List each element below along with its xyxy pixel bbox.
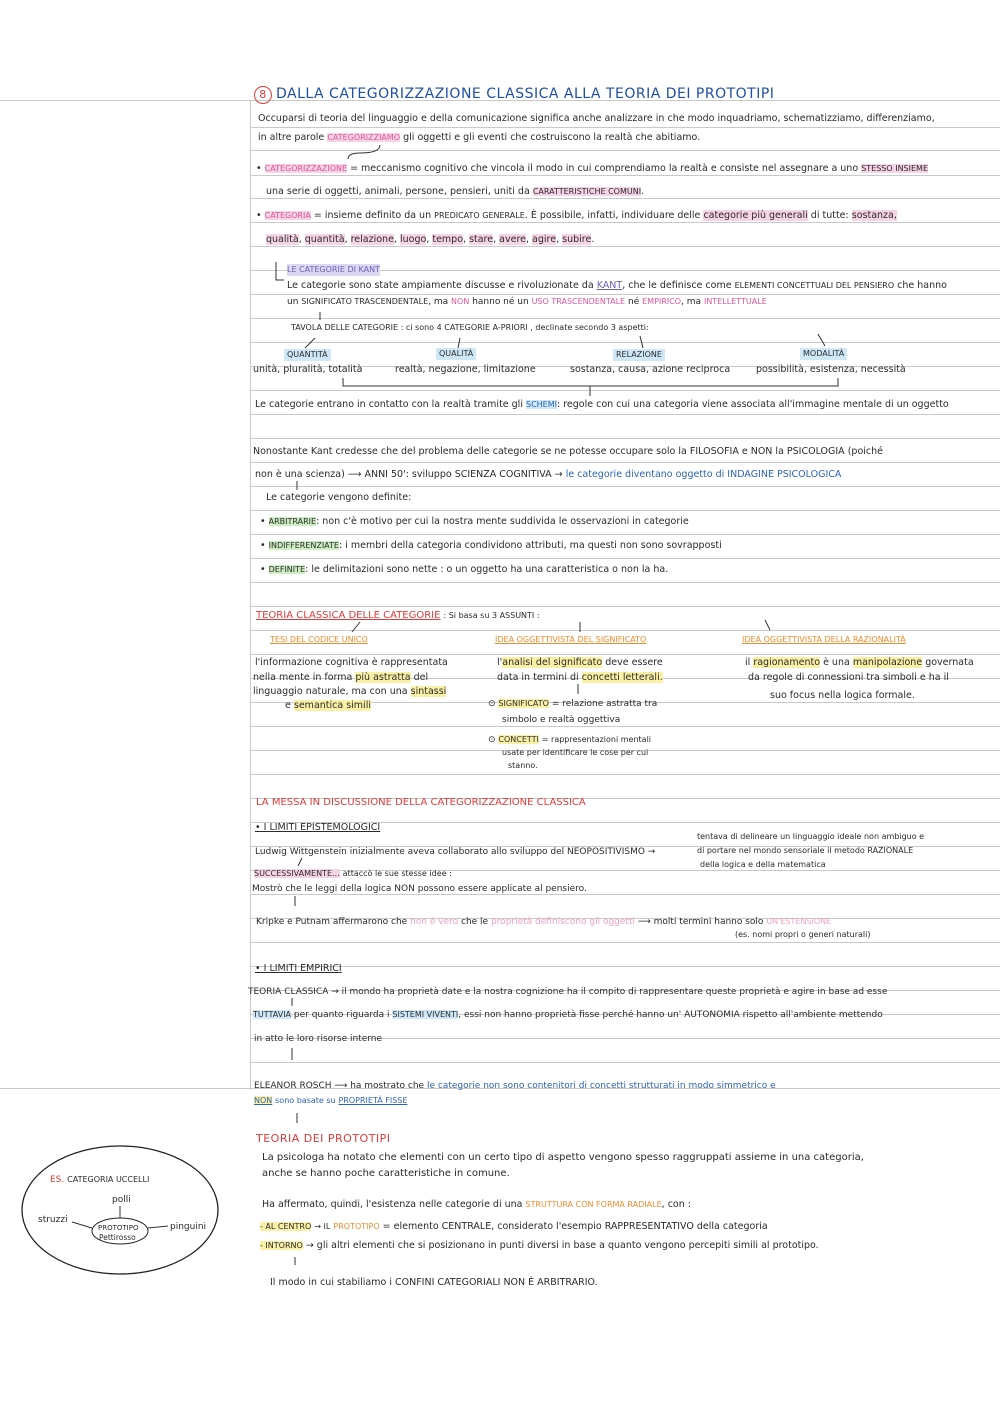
wittgenstein-side-2: di portare nel mondo sensoriale il metodo RAZIONALE bbox=[697, 846, 914, 855]
assunto-3-l2: da regole di connessioni tra simboli e ha il bbox=[748, 672, 949, 683]
empirici-3: in atto le loro risorse interne bbox=[254, 1034, 383, 1044]
wittgenstein-1: Ludwig Wittgenstein inizialmente aveva collaborato allo sviluppo del NEOPOSITIVISMO → bbox=[255, 847, 656, 857]
prototipi-heading: TEORIA DEI PROTOTIPI bbox=[256, 1132, 391, 1145]
kripke-line: Kripke e Putnam affermarono che non è vero che le proprietà definiscono gli oggetti ⟶ molti termini hanno solo UN'ESTENSIONE bbox=[256, 917, 832, 927]
psico-line-3: Le categorie vengono definite: bbox=[266, 492, 412, 503]
kant-heading: LE CATEGORIE DI KANT bbox=[287, 265, 380, 274]
example-pettirosso: Pettirosso bbox=[99, 1233, 136, 1242]
example-label: ES. CATEGORIA UCCELLI bbox=[50, 1175, 150, 1185]
assunto-1-l1: l'informazione cognitiva è rappresentata bbox=[255, 657, 448, 668]
concetti-def: ⊙ CONCETTI = rappresentazioni mentali bbox=[488, 735, 652, 745]
prototipi-centro: - AL CENTRO → IL PROTOTIPO = elemento CENTRALE, considerato l'esempio RAPPRESENTATIVO della categoria bbox=[260, 1221, 768, 1232]
aspect-qualita-items: realtà, negazione, limitazione bbox=[395, 364, 536, 375]
prop-indifferenziate: • INDIFFERENZIATE: i membri della categoria condividono attributi, ma questi non sono sovrapposti bbox=[260, 540, 722, 551]
rosch-line-1: ELEANOR ROSCH ⟶ ha mostrato che le categorie non sono contenitori di concetti strutturati in modo simmetrico e bbox=[254, 1081, 776, 1091]
intro-line-1: Occuparsi di teoria del linguaggio e della comunicazione significa anche analizzare in che modo inquadriamo, schematizziamo, differenziamo, bbox=[258, 113, 935, 124]
wittgenstein-side-1: tentava di delineare un linguaggio ideale non ambiguo e bbox=[697, 832, 925, 841]
categorizziamo-term: CATEGORIZZIAMO bbox=[327, 133, 401, 142]
assunto-2-title: IDEA OGGETTIVISTA DEL SIGNIFICATO bbox=[495, 635, 647, 644]
psico-line-1: Nonostante Kant credesse che del problema delle categorie se ne potesse occupare solo la FILOSOFIA e NON la PSICOLOGIA (poiché bbox=[253, 446, 883, 457]
assunto-2-l2: data in termini di concetti letterali. bbox=[497, 672, 663, 683]
prototipi-p1: La psicologa ha notato che elementi con un certo tipo di aspetto vengono spesso raggruppati assieme in una categoria, bbox=[262, 1152, 864, 1163]
tavola-categorie: TAVOLA DELLE CATEGORIE : ci sono 4 CATEGORIE A-PRIORI , declinate secondo 3 aspetti: bbox=[291, 323, 649, 332]
assunto-1-title: TESI DEL CODICE UNICO bbox=[270, 635, 368, 644]
prototipi-p3: Ha affermato, quindi, l'esistenza nelle categorie di una STRUTTURA CON FORMA RADIALE, con : bbox=[262, 1199, 691, 1210]
aspect-modalita: MODALITÀ bbox=[800, 348, 847, 360]
schemi-line: Le categorie entrano in contatto con la realtà tramite gli SCHEMI: regole con cui una categoria viene associata all'immagine mentale di un oggetto bbox=[255, 399, 949, 410]
page-title bbox=[254, 86, 774, 104]
aspect-relazione: RELAZIONE bbox=[613, 349, 665, 361]
section-number: 8 bbox=[254, 86, 272, 104]
assunto-1-l2: nella mente in forma più astratta del bbox=[253, 672, 429, 683]
categoria-def: • CATEGORIA = insieme definito da un PREDICATO GENERALE. È possibile, infatti, individuare delle categorie più generali di tutte: sostanza, bbox=[256, 210, 897, 221]
intro-line-2: in altre parole CATEGORIZZIAMO gli oggetti e gli eventi che costruiscono la realtà che abitiamo. bbox=[258, 132, 701, 143]
categorizzazione-def: • CATEGORIZZAZIONE = meccanismo cognitivo che vincola il modo in cui comprendiamo la realtà e consiste nel assegnare a uno STESSO INSIEME bbox=[256, 163, 928, 174]
rosch-line-2: NON sono basate su PROPRIETÀ FISSE bbox=[254, 1096, 408, 1105]
wittgenstein-side-3: della logica e della matematica bbox=[700, 860, 826, 869]
assunto-3-l1: il ragionamento è una manipolazione governata bbox=[745, 657, 974, 668]
kant-p1: Le categorie sono state ampiamente discusse e rivoluzionate da KANT, che le definisce come ELEMENTI CONCETTUALI DEL PENSIERO che hanno bbox=[287, 280, 947, 291]
aspect-quantita: QUANTITÀ bbox=[284, 349, 331, 361]
categorizzazione-def-cont: una serie di oggetti, animali, persone, pensieri, uniti da CARATTERISTICHE COMUNI. bbox=[266, 186, 645, 197]
aspect-quantita-items: unità, pluralità, totalità bbox=[253, 364, 363, 375]
messa-heading: LA MESSA IN DISCUSSIONE DELLA CATEGORIZZAZIONE CLASSICA bbox=[256, 797, 586, 808]
psico-line-2: non è una scienza) ⟶ ANNI 50': sviluppo SCIENZA COGNITIVA → le categorie diventano oggetto di INDAGINE PSICOLOGICA bbox=[255, 469, 842, 480]
aspect-relazione-items: sostanza, causa, azione reciproca bbox=[570, 364, 731, 375]
categoria-list: qualità, quantità, relazione, luogo, tempo, stare, avere, agire, subire. bbox=[266, 234, 595, 245]
aspect-modalita-items: possibilità, esistenza, necessità bbox=[756, 364, 906, 375]
assunto-1-l3: linguaggio naturale, ma con una sintassi bbox=[253, 686, 447, 697]
assunto-3-l3: suo focus nella logica formale. bbox=[770, 690, 915, 701]
assunto-3-title: IDEA OGGETTIVISTA DELLA RAZIONALITÀ bbox=[742, 635, 906, 644]
teoria-classica-heading: TEORIA CLASSICA DELLE CATEGORIE : Si basa su 3 ASSUNTI : bbox=[256, 610, 540, 621]
prototipi-confini: Il modo in cui stabiliamo i CONFINI CATEGORIALI NON È ARBITRARIO. bbox=[270, 1277, 598, 1288]
empirici-2: TUTTAVIA per quanto riguarda i SISTEMI VIVENTI, essi non hanno proprietà fisse perché hanno un' AUTONOMIA rispetto all'ambiente mettendo bbox=[253, 1010, 883, 1020]
title-text: DALLA CATEGORIZZAZIONE CLASSICA ALLA TEORIA DEI PROTOTIPI bbox=[276, 86, 775, 102]
example-prototipo: PROTOTIPO bbox=[98, 1224, 139, 1232]
example-struzzi: struzzi bbox=[38, 1215, 68, 1225]
aspect-qualita: QUALITÀ bbox=[436, 348, 476, 360]
wittgenstein-2: SUCCESSIVAMENTE... attaccò le sue stesse idee : bbox=[254, 869, 452, 878]
limiti-empirici: • I LIMITI EMPIRICI bbox=[255, 963, 342, 974]
assunto-2-l1: l'analisi del significato deve essere bbox=[497, 657, 663, 668]
kripke-example: (es. nomi propri o generi naturali) bbox=[735, 930, 871, 939]
concetti-def-end: stanno. bbox=[508, 761, 538, 770]
example-pinguini: pinguini bbox=[170, 1222, 207, 1232]
prototipi-p2: anche se hanno poche caratteristiche in comune. bbox=[262, 1168, 510, 1179]
empirici-1: TEORIA CLASSICA → il mondo ha proprietà date e la nostra cognizione ha il compito di rappresentare queste proprietà e agire in base ad esse bbox=[248, 987, 888, 997]
prototipi-intorno: - INTORNO → gli altri elementi che si posizionano in punti diversi in base a quanto vengono percepiti simili al prototipo. bbox=[260, 1240, 819, 1251]
significato-def-cont: simbolo e realtà oggettiva bbox=[502, 715, 621, 725]
kant-p2: un SIGNIFICATO TRASCENDENTALE, ma NON hanno né un USO TRASCENDENTALE né EMPIRICO, ma INTELLETTUALE bbox=[287, 297, 767, 307]
wittgenstein-3: Mostrò che le leggi della logica NON possono essere applicate al pensiero. bbox=[252, 884, 587, 894]
concetti-def-cont: usate per identificare le cose per cui bbox=[502, 748, 649, 757]
example-polli: polli bbox=[112, 1195, 131, 1205]
prop-definite: • DEFINITE: le delimitazioni sono nette : o un oggetto ha una caratteristica o non la ha. bbox=[260, 564, 669, 575]
limiti-epistemologici: • I LIMITI EPISTEMOLOGICI bbox=[255, 822, 381, 833]
assunto-1-l4: e semantica simili bbox=[285, 700, 371, 711]
prop-arbitrarie: • ARBITRARIE: non c'è motivo per cui la nostra mente suddivida le osservazioni in categorie bbox=[260, 516, 689, 527]
significato-def: ⊙ SIGNIFICATO = relazione astratta tra bbox=[488, 699, 658, 709]
